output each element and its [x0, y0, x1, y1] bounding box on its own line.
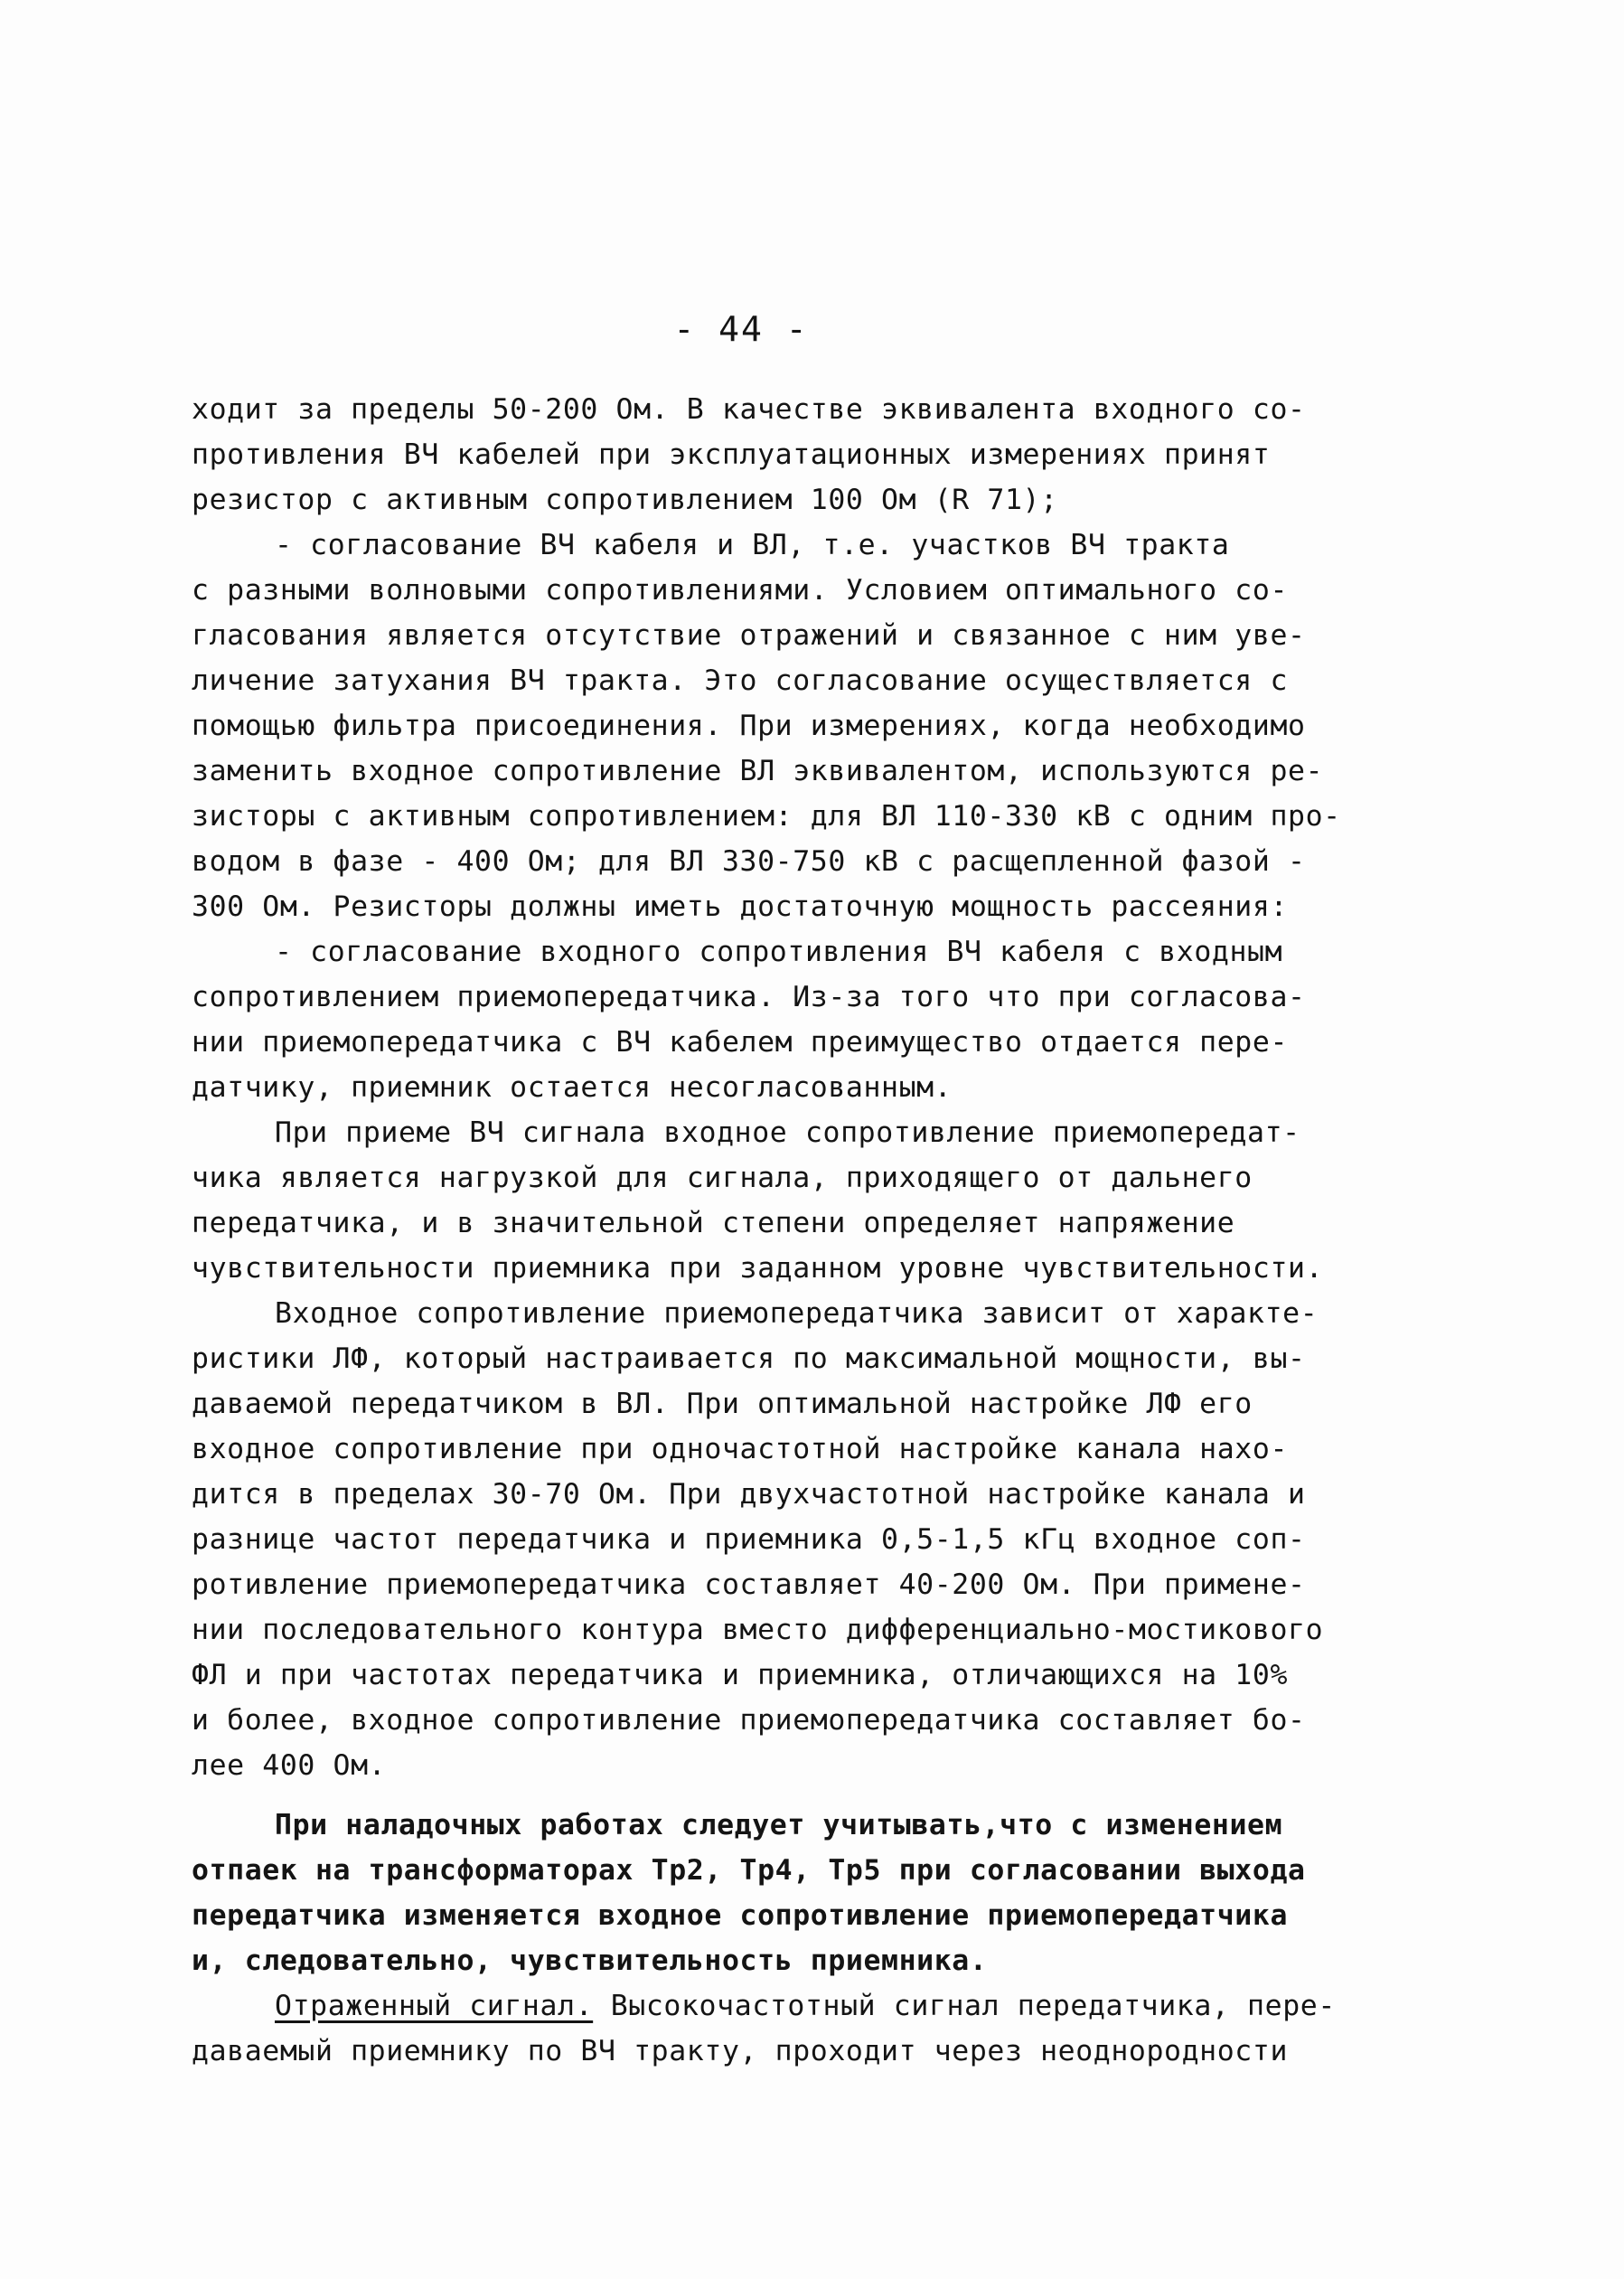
text-line: Входное сопротивление приемопередатчика зависит от характе- [275, 1297, 1319, 1330]
text-line: резистор с активным сопротивлением 100 Ом (R 71); [192, 484, 1058, 516]
paragraph [192, 523, 1448, 929]
text-line: чувствительности приемника при заданном уровне чувствительности. [192, 1252, 1324, 1285]
text-line: передатчика, и в значительной степени определяет напряжение [192, 1207, 1235, 1239]
text-line: зисторы с активным сопротивлением: для ВЛ 110-330 кВ с одним про- [192, 800, 1341, 833]
text-line: и, следовательно, чувствительность приемника. [192, 1945, 988, 1977]
text-line: входное сопротивление при одночастотной настройке канала нахо- [192, 1433, 1289, 1465]
text-line: ходит за пределы 50-200 Ом. В качестве эквивалента входного со- [192, 393, 1306, 426]
text-line: - согласование входного сопротивления ВЧ кабеля с входным [275, 936, 1283, 968]
paragraph [192, 387, 1448, 523]
text-line: гласования является отсутствие отражений и связанное с ним уве- [192, 619, 1306, 652]
text-line: датчику, приемник остается несогласованным. [192, 1071, 953, 1104]
section-heading: Отраженный сигнал. [275, 1990, 594, 2022]
text-line: нии последовательного контура вместо дифференциально-мостикового [192, 1614, 1324, 1646]
text-line: ристики ЛФ, который настраивается по максимальной мощности, вы- [192, 1342, 1306, 1375]
text-line: разнице частот передатчика и приемника 0,5-1,5 кГц входное соп- [192, 1523, 1306, 1556]
paragraph [192, 1983, 1448, 2074]
text-line: 300 Ом. Резисторы должны иметь достаточную мощность рассеяния: [192, 890, 1289, 923]
text-line [192, 1983, 1448, 2029]
paragraph [192, 1110, 1448, 1291]
text-line: ФЛ и при частотах передатчика и приемника, отличающихся на 10% [192, 1659, 1289, 1691]
text-line: ротивление приемопередатчика составляет 40-200 Ом. При примене- [192, 1568, 1306, 1601]
text-line: помощью фильтра присоединения. При измерениях, когда необходимо [192, 710, 1306, 742]
text-line: чика является нагрузкой для сигнала, приходящего от дальнего [192, 1162, 1253, 1194]
paragraph-gap [192, 1788, 1448, 1803]
page-number: - 44 - [673, 309, 809, 349]
text-line: водом в фазе - 400 Ом; для ВЛ 330-750 кВ с расщепленной фазой - [192, 845, 1306, 878]
text-line: нии приемопередатчика с ВЧ кабелем преимущество отдается пере- [192, 1026, 1289, 1059]
text-line: заменить входное сопротивление ВЛ эквивалентом, используются ре- [192, 755, 1324, 787]
text-line: дится в пределах 30-70 Ом. При двухчастотной настройке канала и [192, 1478, 1306, 1511]
text-line: - согласование ВЧ кабеля и ВЛ, т.е. участков ВЧ тракта [275, 529, 1230, 561]
text-span: Высокочастотный сигнал передатчика, пере- [593, 1990, 1336, 2022]
paragraph [192, 1291, 1448, 1788]
paragraph-bold [192, 1803, 1448, 1983]
text-line: сопротивлением приемопередатчика. Из-за того что при согласова- [192, 981, 1306, 1013]
text-line: с разными волновыми сопротивлениями. Условием оптимального со- [192, 574, 1289, 607]
text-line: личение затухания ВЧ тракта. Это согласование осуществляется с [192, 664, 1289, 697]
paragraph [192, 929, 1448, 1110]
text-line: При приеме ВЧ сигнала входное сопротивление приемопередат- [275, 1116, 1300, 1149]
text-line: отпаек на трансформаторах Тр2, Тр4, Тр5 при согласовании выхода [192, 1854, 1306, 1887]
text-line: даваемой передатчиком в ВЛ. При оптимальной настройке ЛФ его [192, 1388, 1253, 1420]
text-line: даваемый приемнику по ВЧ тракту, проходит через неоднородности [192, 2035, 1289, 2067]
body-text [192, 387, 1448, 2074]
text-line: При наладочных работах следует учитывать,что с изменением [275, 1809, 1283, 1841]
text-line: и более, входное сопротивление приемопередатчика составляет бо- [192, 1704, 1306, 1737]
text-line: противления ВЧ кабелей при эксплуатационных измерениях принят [192, 438, 1271, 471]
text-line: лее 400 Ом. [192, 1749, 387, 1782]
text-line: передатчика изменяется входное сопротивление приемопередатчика [192, 1899, 1289, 1932]
